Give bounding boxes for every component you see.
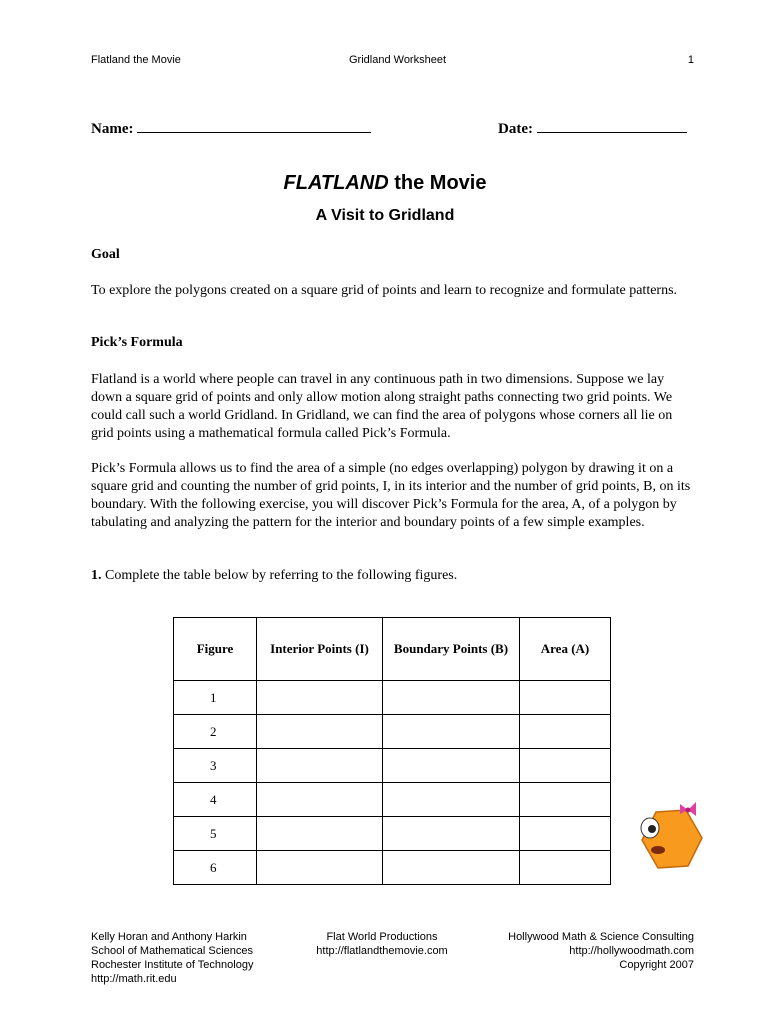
figure-number: 1 — [174, 681, 257, 715]
table-row — [174, 851, 611, 885]
interior-cell[interactable] — [257, 749, 383, 783]
page-subtitle: A Visit to Gridland — [315, 207, 455, 224]
area-cell[interactable] — [520, 817, 611, 851]
table-row — [174, 715, 611, 749]
figure-number: 3 — [174, 749, 257, 783]
boundary-cell[interactable] — [383, 817, 520, 851]
footer-authors: Kelly Horan and Anthony Harkin — [91, 931, 247, 943]
area-cell[interactable] — [520, 681, 611, 715]
name-line[interactable] — [137, 118, 371, 133]
boundary-cell[interactable] — [383, 715, 520, 749]
area-cell[interactable] — [520, 715, 611, 749]
area-cell[interactable] — [520, 783, 611, 817]
footer-left — [91, 930, 253, 986]
picks-paragraph-2: Pick’s Formula allows us to find the area of a simple (no edges overlapping) polygon by drawing it on a square grid and counting the number of grid points, I, in its interior and the number of grid points, B, on its boundary. With the following exercise, you will discover Pick’s Formula for the area, A, of a polygon by tabulating and analyzing the pattern for the interior and boundary points of a few simple examples. — [91, 461, 691, 530]
col-interior: Interior Points (I) — [257, 618, 383, 681]
goal-text: To explore the polygons created on a square grid of points and learn to recognize and formulate patterns. — [91, 283, 678, 298]
page-number: 1 — [687, 54, 694, 66]
interior-cell[interactable] — [257, 783, 383, 817]
figure-number: 6 — [174, 851, 257, 885]
footer-producer: Flat World Productions — [326, 931, 438, 943]
footer-center — [313, 930, 451, 958]
name-field[interactable] — [91, 118, 371, 138]
figure-number: 5 — [174, 817, 257, 851]
figure-number: 4 — [174, 783, 257, 817]
boundary-cell[interactable] — [383, 783, 520, 817]
footer-institute: Rochester Institute of Technology — [91, 959, 254, 971]
footer-consulting: Hollywood Math & Science Consulting — [508, 931, 694, 943]
table-row — [174, 681, 611, 715]
table-row — [174, 783, 611, 817]
date-field[interactable] — [498, 118, 687, 138]
interior-cell[interactable] — [257, 681, 383, 715]
footer-flatland-link[interactable]: http://flatlandthemovie.com — [316, 945, 448, 957]
footer-right — [508, 930, 694, 972]
question-number: 1. — [91, 568, 102, 583]
table-row — [174, 817, 611, 851]
col-boundary: Boundary Points (B) — [383, 618, 520, 681]
hexagon-mascot-icon — [636, 800, 704, 872]
table-header-row — [174, 618, 611, 681]
boundary-cell[interactable] — [383, 851, 520, 885]
footer-school: School of Mathematical Sciences — [91, 945, 254, 957]
question-1 — [91, 567, 696, 585]
header-left: Flatland the Movie — [91, 54, 181, 66]
footer-copyright: Copyright 2007 — [619, 959, 694, 971]
page-title — [0, 172, 770, 195]
date-line[interactable] — [537, 118, 687, 133]
interior-cell[interactable] — [257, 851, 383, 885]
area-cell[interactable] — [520, 749, 611, 783]
goal-heading: Goal — [91, 247, 120, 262]
name-label: Name: — [91, 121, 134, 137]
interior-cell[interactable] — [257, 817, 383, 851]
picks-heading: Pick’s Formula — [91, 335, 183, 350]
col-figure: Figure — [174, 618, 257, 681]
footer-rit-link[interactable]: http://math.rit.edu — [91, 973, 177, 985]
area-cell[interactable] — [520, 851, 611, 885]
interior-cell[interactable] — [257, 715, 383, 749]
picks-paragraph-1: Flatland is a world where people can travel in any continuous path in two dimensions. Suppose we lay down a square grid of points and only allow motion along straight paths connecting two grid points. We could call such a world Gridland. In Gridland, we can find the area of polygons whose corners all lie on grid points using a mathematical formula called Pick’s Formula. — [91, 372, 673, 441]
date-label: Date: — [498, 121, 533, 137]
title-italic: FLATLAND — [283, 172, 389, 194]
col-area: Area (A) — [520, 618, 611, 681]
table-row — [174, 749, 611, 783]
boundary-cell[interactable] — [383, 681, 520, 715]
results-table — [173, 617, 611, 885]
boundary-cell[interactable] — [383, 749, 520, 783]
question-text: Complete the table below by referring to the following figures. — [101, 568, 458, 583]
footer-hollywood-link[interactable]: http://hollywoodmath.com — [569, 945, 694, 957]
figure-number: 2 — [174, 715, 257, 749]
header-center: Gridland Worksheet — [349, 54, 447, 66]
title-rest: the Movie — [388, 172, 487, 194]
